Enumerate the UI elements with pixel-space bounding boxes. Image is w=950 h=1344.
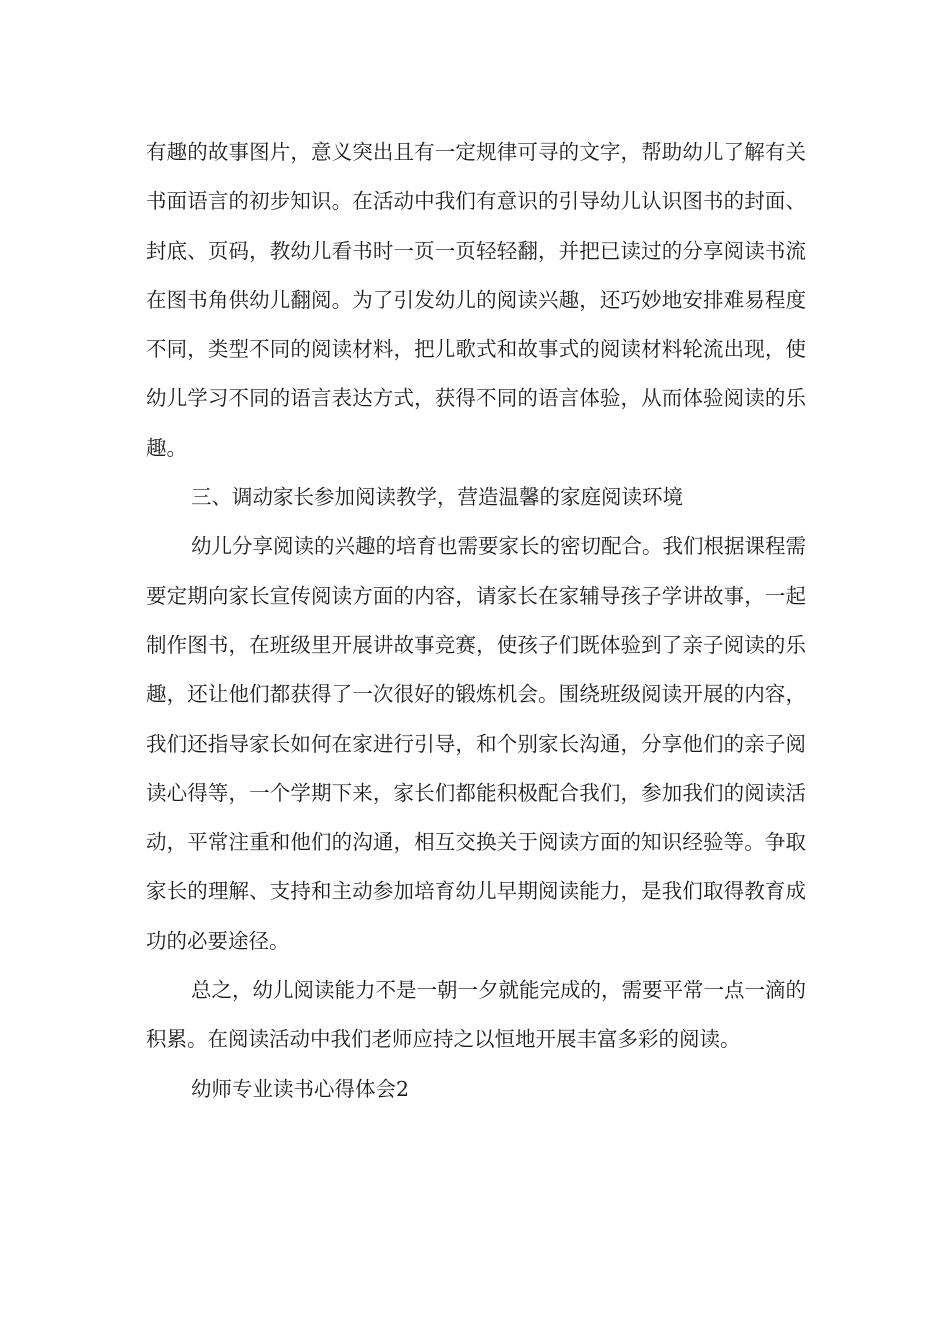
section-heading-3: 三、调动家长参加阅读教学，营造温馨的家庭阅读环境 [191, 485, 683, 510]
essay-title-2: 幼师专业读书心得体会2 [191, 1076, 410, 1101]
document-body [146, 128, 806, 1114]
paragraph-family-reading: 幼儿分享阅读的兴趣的培育也需要家长的密切配合。我们根据课程需要定期向家长宣传阅读方面的内容，请家长在家辅导孩子学讲故事，一起制作图书，在班级里开展讲故事竞赛，使孩子们既体验到了亲子阅读的乐趣，还让他们都获得了一次很好的锻炼机会。围绕班级阅读开展的内容，我们还指导家长如何在家进行引导，和个别家长沟通，分享他们的亲子阅读心得等，一个学期下来，家长们都能积极配合我们，参加我们的阅读活动，平常注重和他们的沟通，相互交换关于阅读方面的知识经验等。争取家长的理解、支持和主动参加培育幼儿早期阅读能力，是我们取得教育成功的必要途径。 [146, 534, 806, 953]
paragraph-conclusion: 总之，幼儿阅读能力不是一朝一夕就能完成的，需要平常一点一滴的积累。在阅读活动中我们老师应持之以恒地开展丰富多彩的阅读。 [146, 978, 806, 1052]
paragraph-continued: 有趣的故事图片，意义突出且有一定规律可寻的文字，帮助幼儿了解有关书面语言的初步知识。在活动中我们有意识的引导幼儿认识图书的封面、封底、页码，教幼儿看书时一页一页轻轻翻，并把已读过的分享阅读书流在图书角供幼儿翻阅。为了引发幼儿的阅读兴趣，还巧妙地安排难易程度不同，类型不同的阅读材料，把儿歌式和故事式的阅读材料轮流出现，使幼儿学习不同的语言表达方式，获得不同的语言体验，从而体验阅读的乐趣。 [146, 140, 806, 460]
